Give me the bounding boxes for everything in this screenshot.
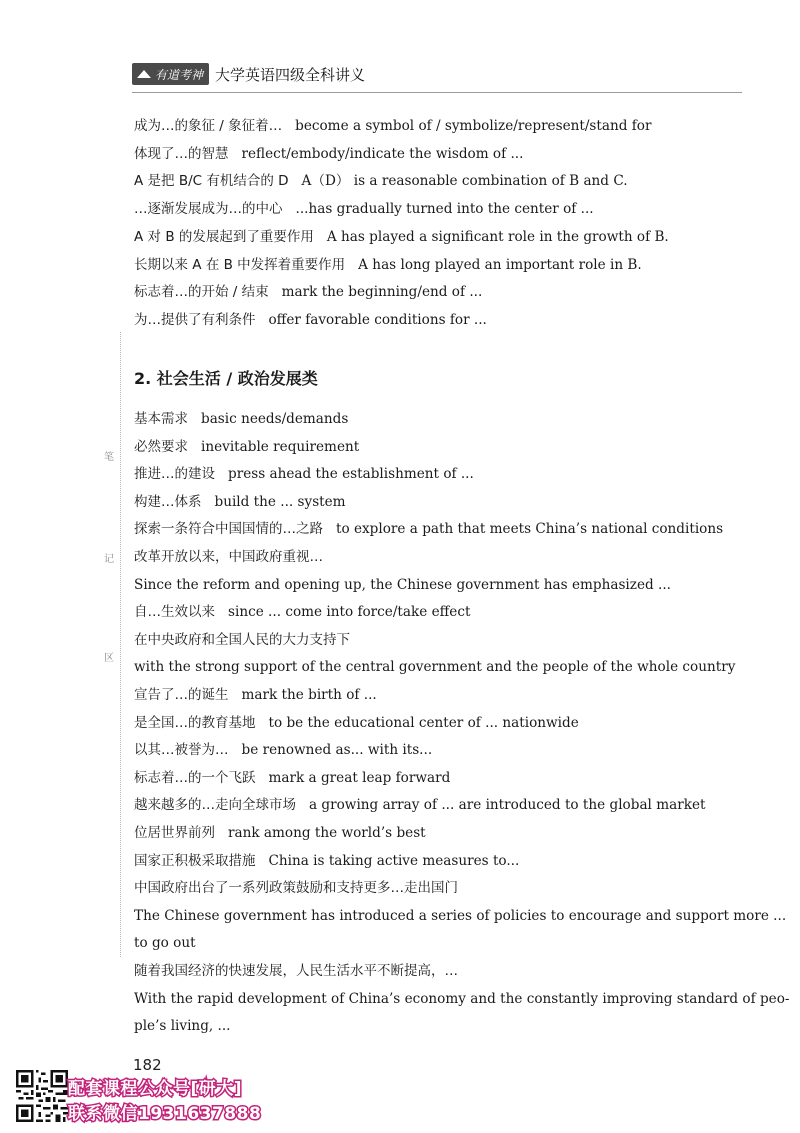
english-phrase: a growing array of ... are introduced to the global market (309, 797, 706, 814)
qr-code-icon (16, 1070, 68, 1122)
chinese-phrase: 体现了…的智慧 (134, 145, 229, 162)
chinese-phrase: 越来越多的…走向全球市场 (134, 797, 296, 814)
phrase-line (134, 823, 426, 843)
chinese-phrase: A 对 B 的发展起到了重要作用 (134, 228, 314, 245)
phrase-line (134, 492, 346, 512)
english-phrase: to explore a path that meets China’s national conditions (336, 521, 724, 538)
chinese-phrase: 宣告了…的诞生 (134, 687, 229, 703)
phrase-line (134, 906, 786, 926)
chinese-phrase: 标志着…的开始 / 结束 (134, 284, 269, 301)
phrase-line (134, 575, 671, 595)
phrase-line (134, 116, 651, 136)
chinese-phrase: 标志着…的一个飞跃 (134, 769, 256, 786)
notes-margin-char: 笔 (104, 452, 114, 463)
chinese-phrase: 国家正积极采取措施 (134, 852, 256, 869)
english-phrase: build the ... system (214, 493, 346, 510)
english-phrase: since ... come into force/take effect (228, 604, 471, 621)
phrase-line (134, 1016, 231, 1036)
logo-icon (136, 68, 152, 80)
chinese-phrase: 构建…体系 (134, 493, 202, 510)
english-phrase: become a symbol of / symbolize/represent/stand for (295, 118, 652, 134)
english-phrase: offer favorable conditions for ... (268, 311, 487, 328)
english-phrase: to be the educational center of ... nationwide (268, 714, 579, 731)
english-phrase: With the rapid development of China’s economy and the constantly improving standard of peo- (134, 990, 790, 1007)
phrase-line (134, 989, 790, 1009)
phrase-line (134, 519, 723, 539)
phrase-line (134, 282, 482, 302)
publisher-logo (132, 63, 209, 85)
chinese-phrase: 以其…被誉为… (134, 742, 229, 759)
phrase-line (134, 961, 458, 981)
english-phrase: A has long played an important role in B. (358, 256, 642, 273)
chinese-phrase: 是全国…的教育基地 (134, 714, 256, 731)
phrase-line (134, 602, 470, 622)
chinese-phrase: 自…生效以来 (134, 604, 215, 621)
section-title: 2. 社会生活 / 政治发展类 (134, 369, 318, 388)
header-rule (132, 92, 742, 93)
chinese-phrase: 成为…的象征 / 象征着… (134, 118, 283, 134)
chinese-phrase: 必然要求 (134, 438, 188, 455)
watermark-line-2: 联系微信1931637888 (68, 1104, 262, 1124)
phrase-line (134, 227, 669, 247)
phrase-line (134, 437, 359, 457)
phrase-line (134, 310, 487, 330)
english-phrase: A（D） is a reasonable combination of B and C. (301, 173, 628, 190)
notes-margin-line (120, 332, 121, 957)
phrase-line (134, 768, 450, 788)
english-phrase: ple’s living, ... (134, 1018, 231, 1035)
chinese-phrase: 长期以来 A 在 B 中发挥着重要作用 (134, 256, 346, 273)
chinese-phrase: …逐渐发展成为…的中心 (134, 201, 283, 218)
english-phrase: ...has gradually turned into the center of ... (295, 201, 594, 218)
chinese-phrase: 中国政府出台了一系列政策鼓励和支持更多…走出国门 (134, 880, 458, 897)
phrase-line (134, 713, 579, 733)
english-phrase: Since the reform and opening up, the Chinese government has emphasized ... (134, 576, 671, 593)
phrase-line (134, 657, 735, 677)
phrase-line (134, 851, 519, 871)
phrase-line (134, 144, 523, 164)
chinese-phrase: 推进…的建设 (134, 466, 215, 483)
phrase-line (134, 933, 196, 953)
chinese-phrase: 随着我国经济的快速发展，人民生活水平不断提高，… (134, 963, 458, 979)
page-number: 182 (133, 1056, 162, 1074)
english-phrase: China is taking active measures to... (268, 852, 520, 869)
phrase-line (134, 685, 377, 705)
phrase-line (134, 464, 474, 484)
phrase-line (134, 878, 458, 898)
english-phrase: mark a great leap forward (268, 769, 451, 786)
english-phrase: inevitable requirement (201, 438, 360, 455)
english-phrase: press ahead the establishment of ... (228, 466, 474, 483)
page-header (132, 61, 365, 87)
english-phrase: A has played a significant role in the growth of B. (326, 228, 669, 245)
phrase-line (134, 795, 705, 815)
english-phrase: The Chinese government has introduced a series of policies to encourage and support more ... (134, 907, 787, 924)
notes-margin-char: 区 (104, 653, 114, 664)
english-phrase: with the strong support of the central government and the people of the whole country (134, 659, 736, 676)
english-phrase: rank among the world’s best (228, 825, 426, 841)
chinese-phrase: 探索一条符合中国国情的…之路 (134, 521, 323, 538)
notes-margin-char: 记 (104, 554, 114, 565)
header-title: 大学英语四级全科讲义 (215, 65, 366, 84)
english-phrase: mark the birth of ... (241, 687, 377, 703)
phrase-line (134, 199, 594, 219)
phrase-line (134, 255, 642, 275)
chinese-phrase: A 是把 B/C 有机结合的 D (134, 173, 289, 190)
phrase-line (134, 409, 348, 429)
chinese-phrase: 改革开放以来，中国政府重视… (134, 549, 323, 565)
chinese-phrase: 基本需求 (134, 411, 188, 427)
english-phrase: basic needs/demands (201, 411, 349, 427)
logo-text: 有道考神 (155, 67, 204, 82)
phrase-line (134, 630, 350, 650)
watermark-line-1: 配套课程公众号[研大] (68, 1079, 243, 1099)
english-phrase: reflect/embody/indicate the wisdom of ... (241, 145, 524, 162)
chinese-phrase: 为…提供了有利条件 (134, 311, 256, 328)
english-phrase: to go out (134, 935, 196, 952)
phrase-line (134, 547, 323, 567)
chinese-phrase: 位居世界前列 (134, 825, 215, 841)
chinese-phrase: 在中央政府和全国人民的大力支持下 (134, 631, 350, 648)
english-phrase: be renowned as... with its... (241, 742, 433, 759)
phrase-line (134, 740, 432, 760)
phrase-line (134, 171, 628, 191)
english-phrase: mark the beginning/end of ... (281, 284, 483, 301)
